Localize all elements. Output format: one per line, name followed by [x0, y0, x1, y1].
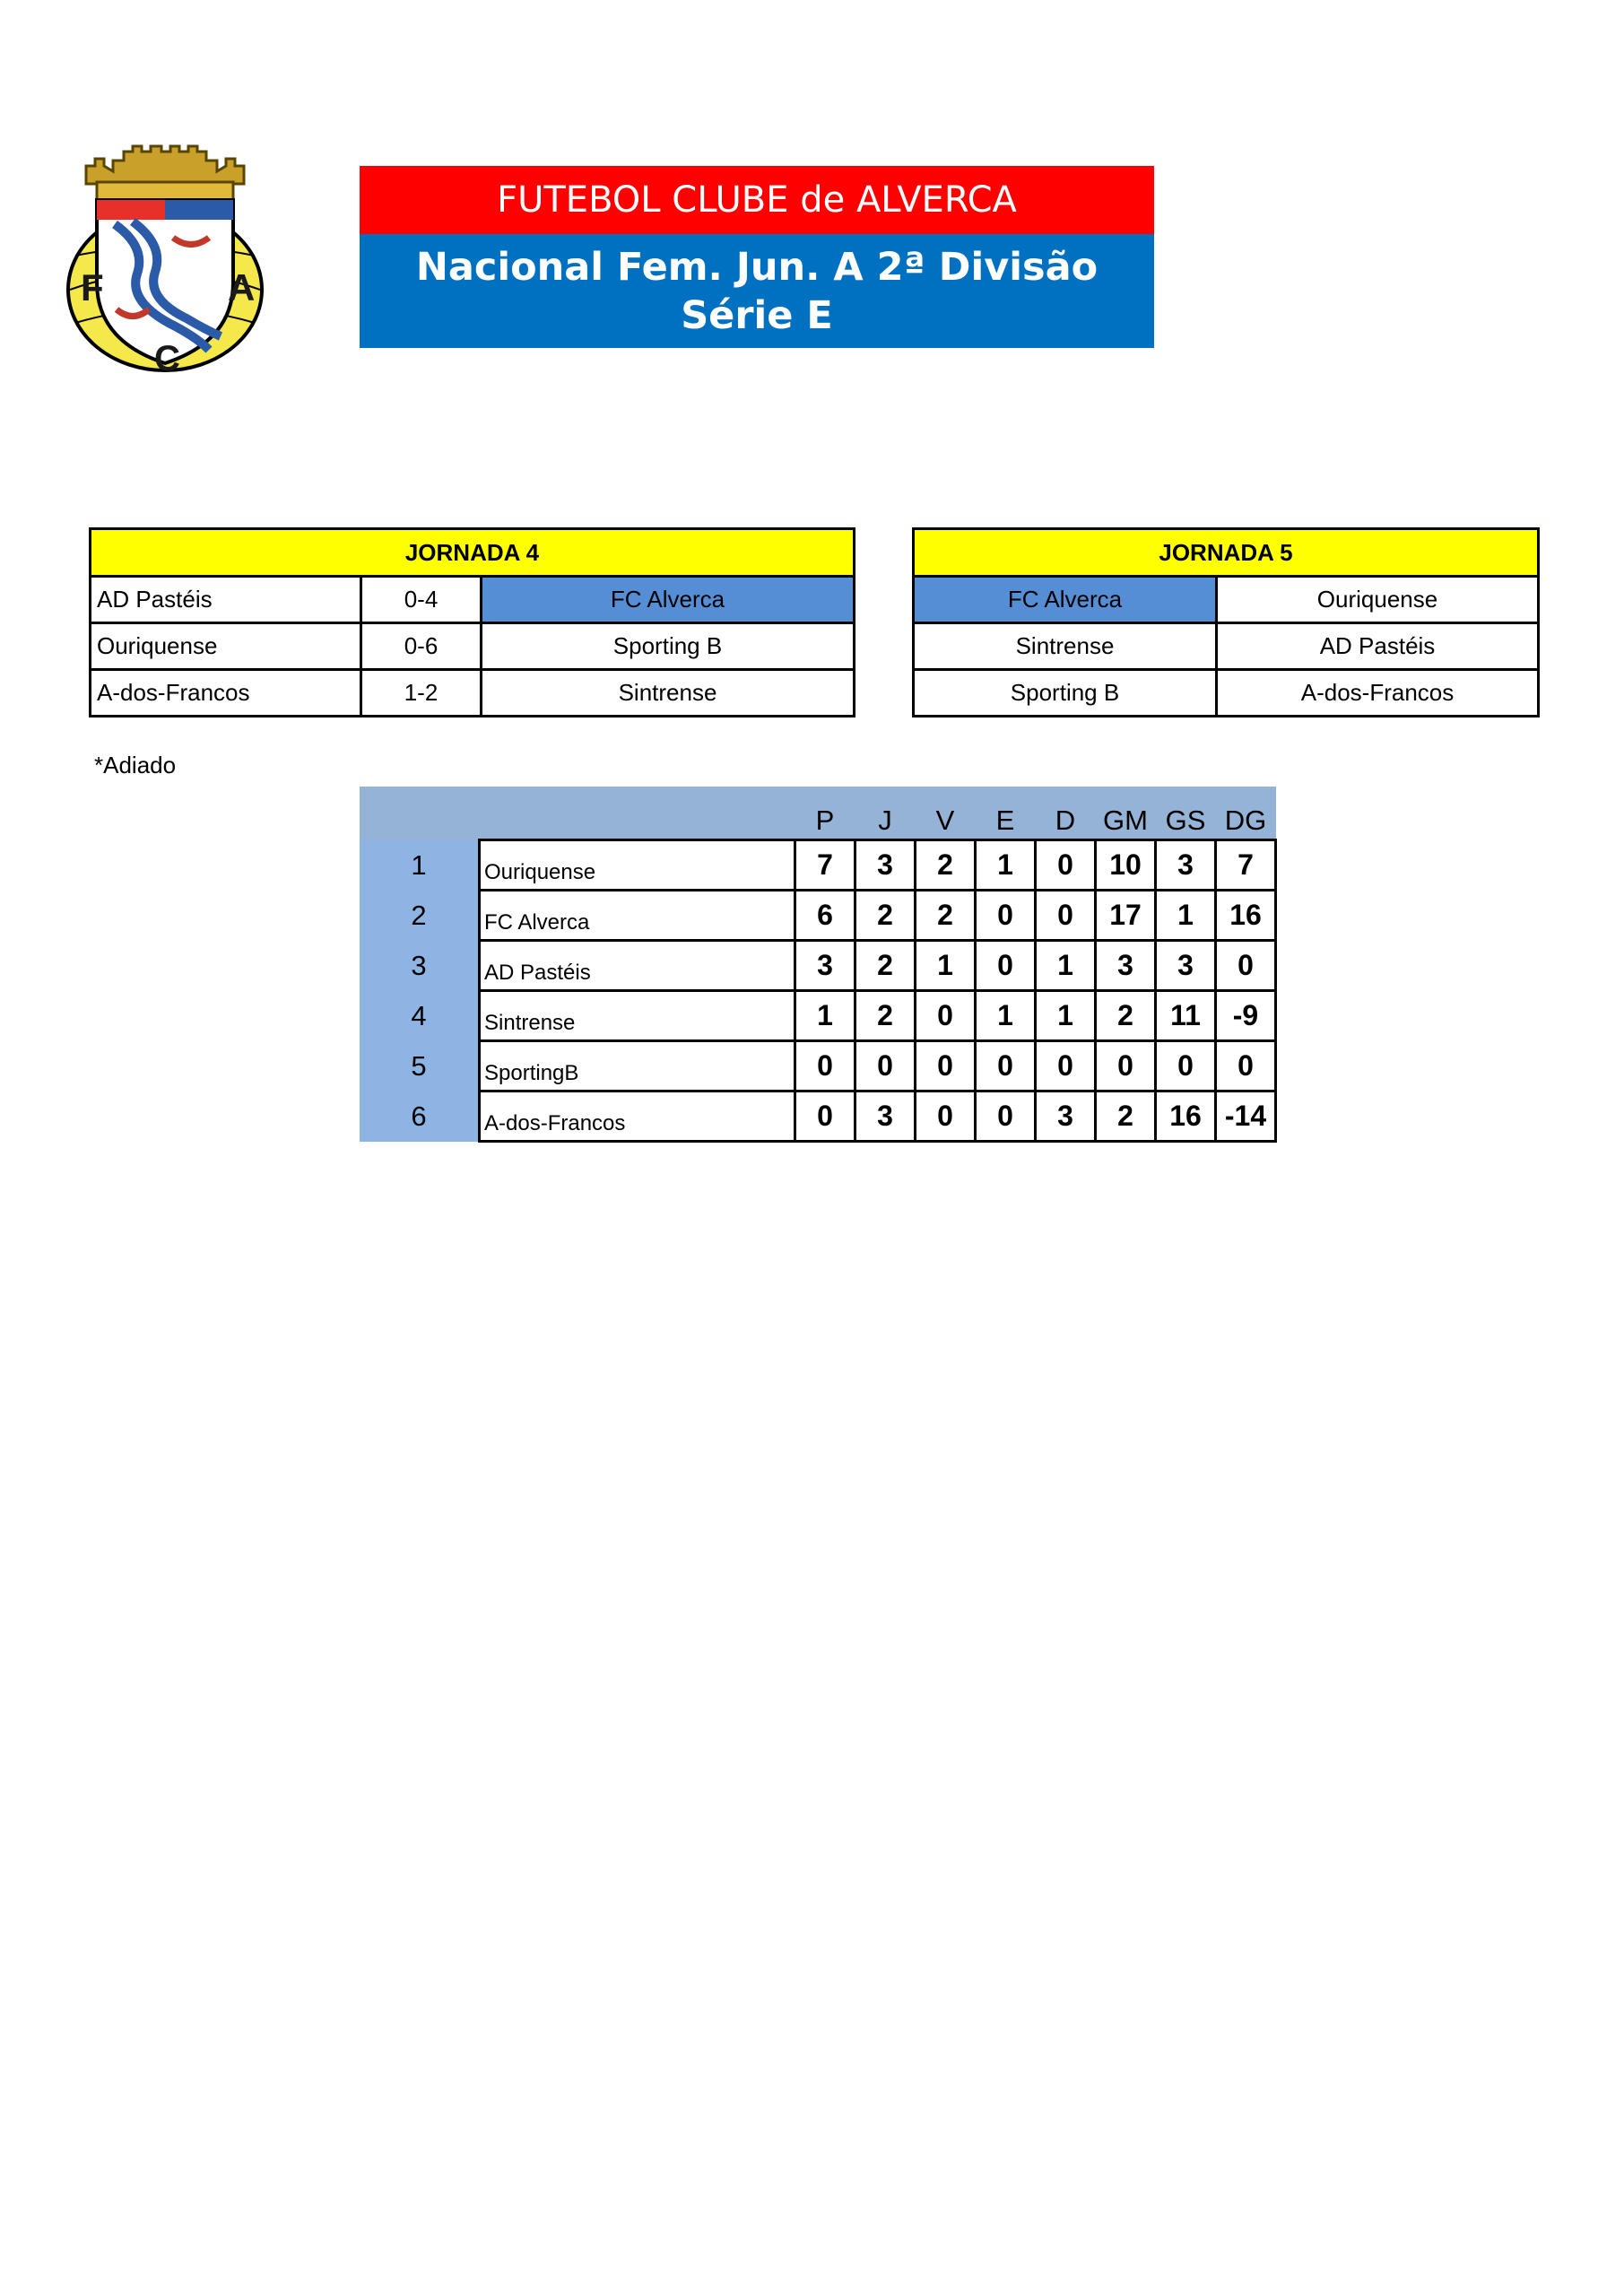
stat-cell: 1 — [1036, 991, 1096, 1041]
match-score: 0-6 — [361, 623, 482, 670]
table-row — [360, 991, 1276, 1041]
stat-cell: 7 — [1216, 840, 1276, 891]
stat-cell: 2 — [855, 991, 916, 1041]
away-team: Sporting B — [482, 623, 855, 670]
stat-cell: 17 — [1096, 891, 1156, 941]
stat-cell: -14 — [1216, 1091, 1276, 1142]
team-name-cell: Ouriquense — [480, 840, 795, 891]
stat-cell: 0 — [1036, 1041, 1096, 1091]
club-name: FUTEBOL CLUBE de ALVERCA — [360, 166, 1154, 234]
stat-cell: 0 — [795, 1091, 855, 1142]
home-team: AD Pastéis — [91, 577, 361, 623]
column-header: V — [916, 787, 976, 840]
position-cell: 5 — [360, 1041, 480, 1091]
match-score: 0-4 — [361, 577, 482, 623]
competition-series: Série E — [681, 293, 833, 338]
position-cell: 1 — [360, 840, 480, 891]
column-header: E — [976, 787, 1036, 840]
stat-cell: 3 — [1096, 941, 1156, 991]
stat-cell: 1 — [1036, 941, 1096, 991]
stat-cell: 1 — [795, 991, 855, 1041]
column-header: GS — [1156, 787, 1216, 840]
stat-cell: 11 — [1156, 991, 1216, 1041]
away-team: A-dos-Francos — [1217, 670, 1539, 717]
team-name-cell: AD Pastéis — [480, 941, 795, 991]
stat-cell: 0 — [1036, 840, 1096, 891]
table-row — [91, 623, 855, 670]
round-4-table — [89, 527, 855, 718]
position-cell: 4 — [360, 991, 480, 1041]
title-block — [360, 166, 1154, 348]
stat-cell: 1 — [1156, 891, 1216, 941]
column-header: P — [795, 787, 855, 840]
competition-name: Nacional Fem. Jun. A 2ª Divisão — [415, 245, 1099, 290]
stat-cell: 16 — [1216, 891, 1276, 941]
crest-letter-a: A — [228, 266, 256, 309]
stat-cell: 7 — [795, 840, 855, 891]
away-team: FC Alverca — [482, 577, 855, 623]
header-spacer — [480, 787, 795, 840]
crown-icon — [86, 146, 244, 200]
team-name-cell: SportingB — [480, 1041, 795, 1091]
stat-cell: 1 — [976, 840, 1036, 891]
round-5-table — [912, 527, 1540, 718]
stat-cell: 0 — [916, 991, 976, 1041]
table-row — [360, 891, 1276, 941]
stat-cell: 2 — [855, 941, 916, 991]
table-row — [360, 1091, 1276, 1142]
stat-cell: 0 — [976, 941, 1036, 991]
home-team: Sporting B — [914, 670, 1217, 717]
stat-cell: 0 — [1216, 1041, 1276, 1091]
stat-cell: 2 — [916, 840, 976, 891]
table-row — [360, 1041, 1276, 1091]
standings-table — [360, 787, 1277, 1143]
team-name-cell: A-dos-Francos — [480, 1091, 795, 1142]
stat-cell: -9 — [1216, 991, 1276, 1041]
postponed-note: *Adiado — [94, 752, 177, 778]
stat-cell: 2 — [1096, 991, 1156, 1041]
table-row — [914, 623, 1539, 670]
stat-cell: 1 — [976, 991, 1036, 1041]
stat-cell: 3 — [1036, 1091, 1096, 1142]
stat-cell: 3 — [795, 941, 855, 991]
stat-cell: 16 — [1156, 1091, 1216, 1142]
stat-cell: 0 — [976, 1041, 1036, 1091]
stat-cell: 0 — [916, 1041, 976, 1091]
crest-letter-c: C — [154, 339, 180, 374]
stat-cell: 2 — [1096, 1091, 1156, 1142]
standings-header-row — [360, 787, 1276, 840]
position-cell: 6 — [360, 1091, 480, 1142]
round-4-title: JORNADA 4 — [91, 529, 855, 577]
club-crest-logo — [61, 139, 269, 374]
stat-cell: 3 — [1156, 840, 1216, 891]
column-header: D — [1036, 787, 1096, 840]
stat-cell: 0 — [976, 891, 1036, 941]
away-team: Ouriquense — [1217, 577, 1539, 623]
crest-letter-f: F — [81, 266, 104, 309]
home-team: FC Alverca — [914, 577, 1217, 623]
table-row — [914, 577, 1539, 623]
position-cell: 3 — [360, 941, 480, 991]
header-spacer — [360, 787, 480, 840]
column-header: DG — [1216, 787, 1276, 840]
round-5-title: JORNADA 5 — [914, 529, 1539, 577]
away-team: AD Pastéis — [1217, 623, 1539, 670]
stat-cell: 0 — [855, 1041, 916, 1091]
home-team: A-dos-Francos — [91, 670, 361, 717]
table-row — [360, 840, 1276, 891]
stat-cell: 2 — [916, 891, 976, 941]
stat-cell: 0 — [976, 1091, 1036, 1142]
column-header: J — [855, 787, 916, 840]
match-score: 1-2 — [361, 670, 482, 717]
table-row — [360, 941, 1276, 991]
stat-cell: 1 — [916, 941, 976, 991]
stat-cell: 10 — [1096, 840, 1156, 891]
competition-banner — [360, 234, 1154, 348]
stat-cell: 2 — [855, 891, 916, 941]
team-name-cell: FC Alverca — [480, 891, 795, 941]
stat-cell: 0 — [1036, 891, 1096, 941]
stat-cell: 6 — [795, 891, 855, 941]
stat-cell: 0 — [795, 1041, 855, 1091]
home-team: Sintrense — [914, 623, 1217, 670]
stat-cell: 3 — [1156, 941, 1216, 991]
position-cell: 2 — [360, 891, 480, 941]
table-row — [91, 577, 855, 623]
column-header: GM — [1096, 787, 1156, 840]
table-row — [914, 670, 1539, 717]
stat-cell: 3 — [855, 1091, 916, 1142]
stat-cell: 0 — [1096, 1041, 1156, 1091]
table-row — [91, 670, 855, 717]
away-team: Sintrense — [482, 670, 855, 717]
stat-cell: 0 — [916, 1091, 976, 1142]
home-team: Ouriquense — [91, 623, 361, 670]
team-name-cell: Sintrense — [480, 991, 795, 1041]
stat-cell: 0 — [1216, 941, 1276, 991]
stat-cell: 3 — [855, 840, 916, 891]
stat-cell: 0 — [1156, 1041, 1216, 1091]
